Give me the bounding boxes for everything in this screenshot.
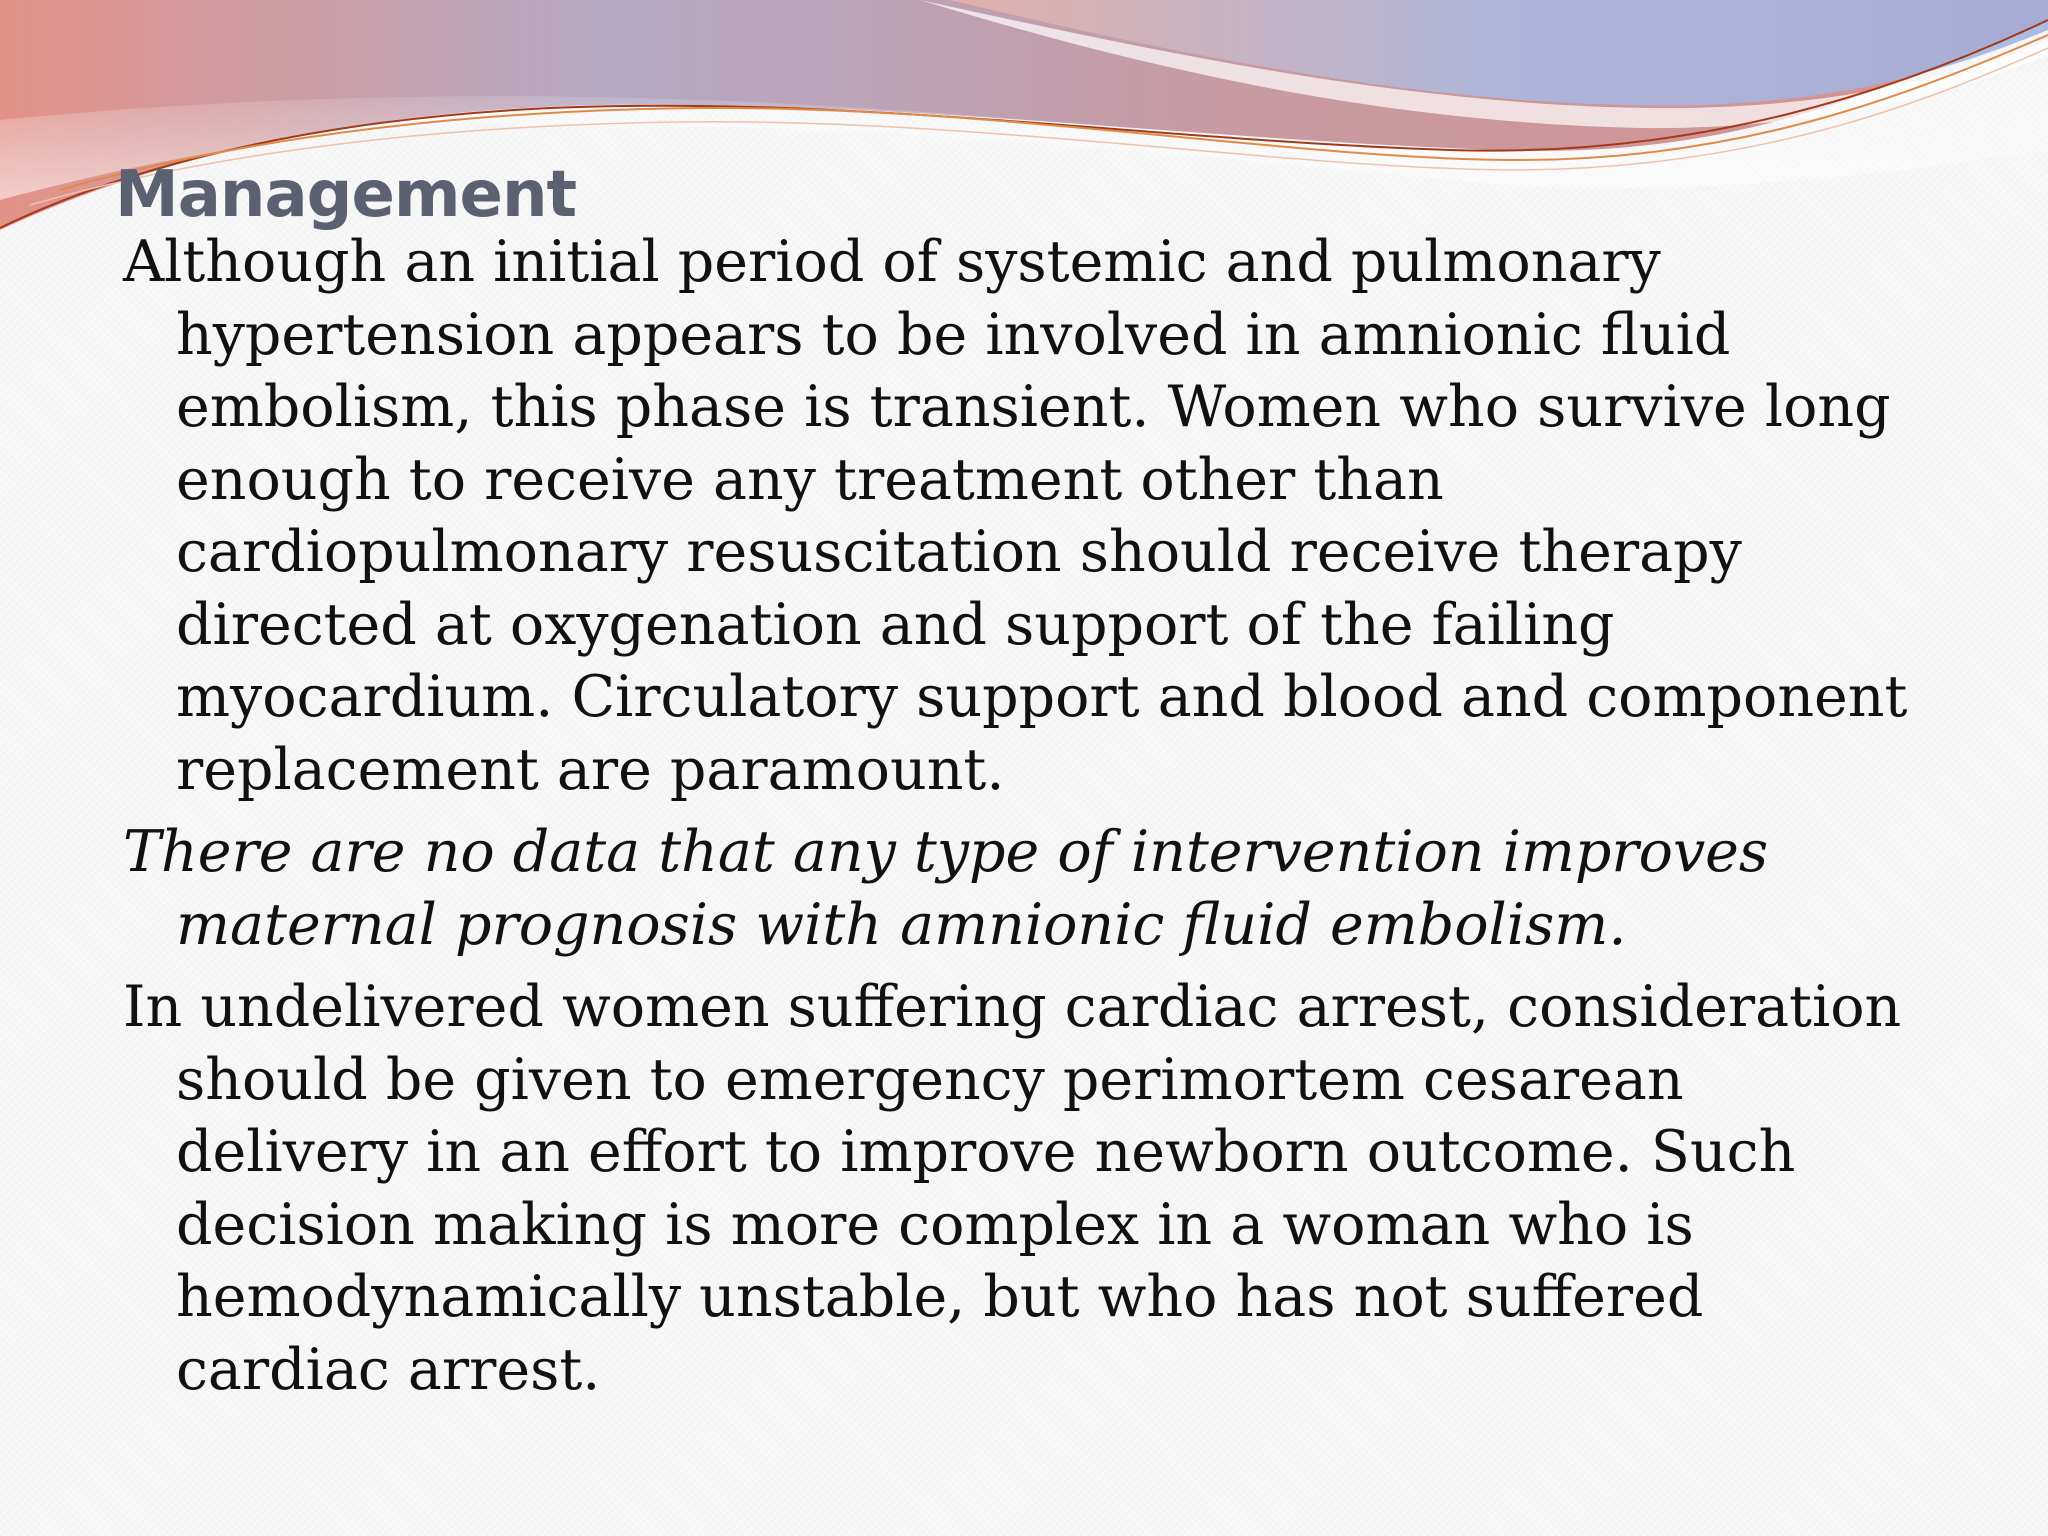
paragraph-pathophysiology: Although an initial period of systemic and pulmonary hypertension appears to be involved in amnionic fluid embolism, this phase is transient. Women who survive long enough to receive any treatment other than cardiopulmonary resuscitation should receive therapy directed at oxygenation and support of the failing myocardium. Circulatory support and blood and component replacement are paramount.: [123, 229, 1908, 803]
slide-title: Management: [115, 158, 577, 232]
paragraph-cesarean-delivery: In undelivered women suffering cardiac arrest, consideration should be given to emergency perimortem cesarean delivery in an effort to improve newborn outcome. Such decision making is more complex in a woman who is hemodynamically unstable, but who has not suffered cardiac arrest.: [123, 974, 1902, 1403]
slide-body: [123, 226, 1923, 1416]
paragraph-no-data-note: There are no data that any type of intervention improves maternal prognosis with amnionic fluid embolism.: [123, 819, 1769, 958]
